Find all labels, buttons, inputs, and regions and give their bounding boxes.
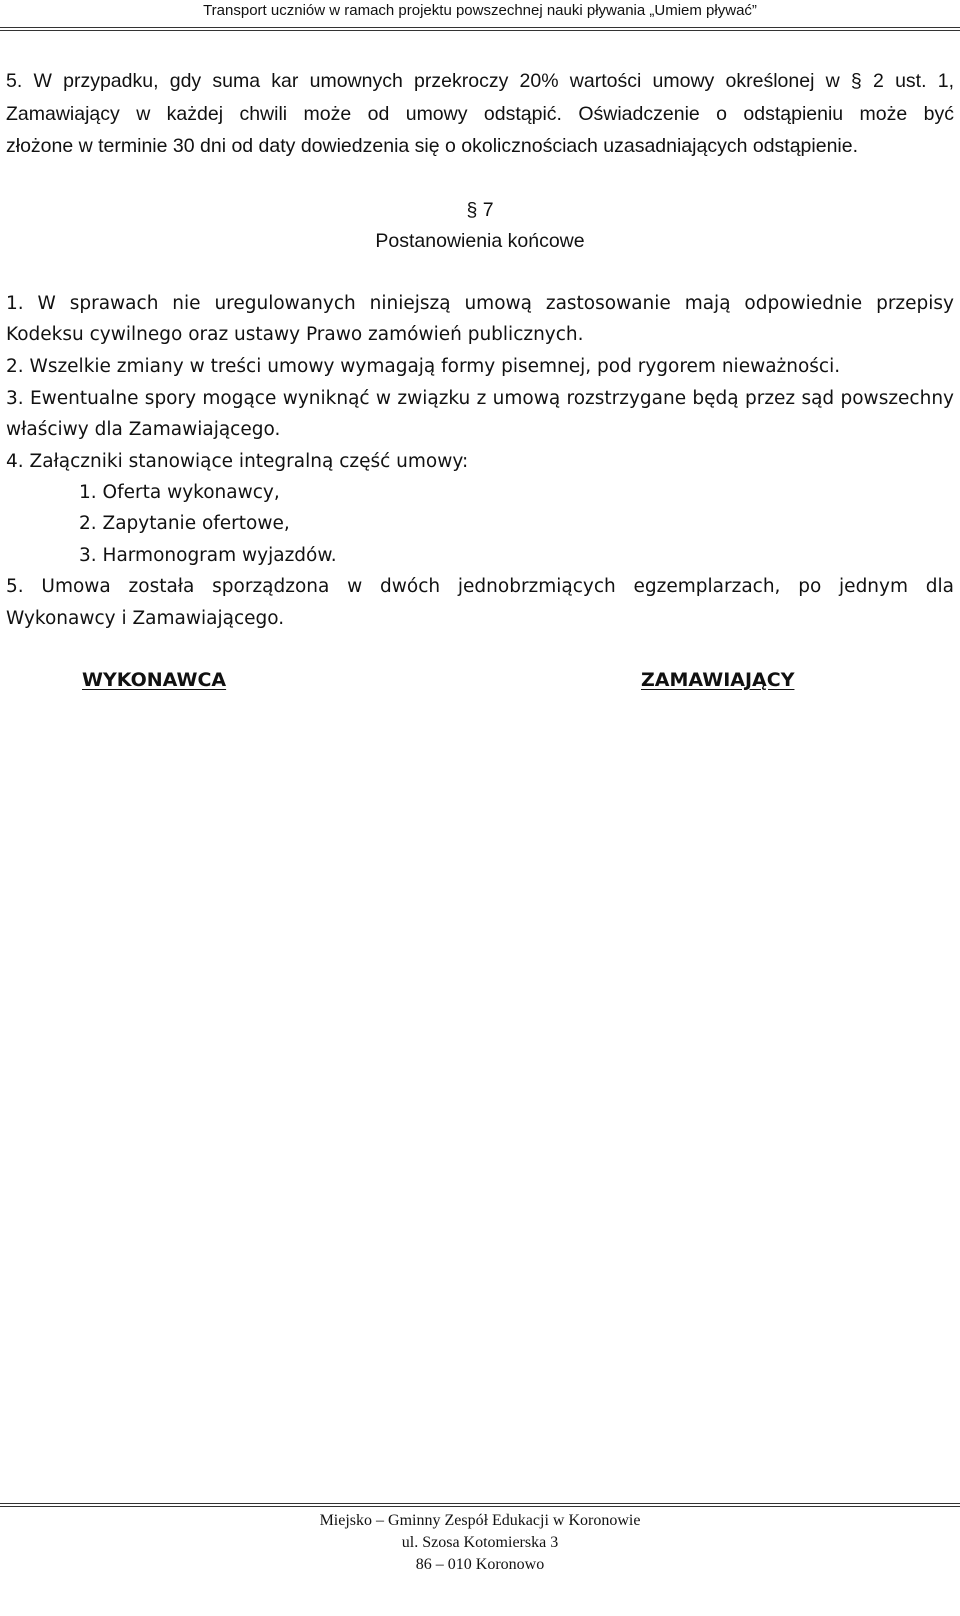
signature-client: ZAMAWIAJĄCY [641,669,795,691]
footer-street: ul. Szosa Kotomierska 3 [401,1534,559,1551]
point-1-line-2: Kodeksu cywilnego oraz ustawy Prawo zamówień publicznych. [6,324,584,345]
point-2: 2. Wszelkie zmiany w treści umowy wymagają formy pisemnej, pod rygorem nieważności. [6,356,841,377]
footer-divider [0,1503,960,1507]
attachment-item: 2. Zapytanie ofertowe, [79,513,290,534]
point-3-line-2: właściwy dla Zamawiającego. [6,419,281,440]
attachment-item: 1. Oferta wykonawcy, [79,482,280,503]
header-divider [0,27,960,31]
paragraph-5-line-3: złożone w terminie 30 dni od daty dowiedzenia się o okolicznościach uzasadniających odstąpienie. [6,135,859,157]
paragraph-5-line-1: 5. W przypadku, gdy suma kar umownych przekroczy 20% wartości umowy określonej w § 2 ust. 1, [6,70,954,92]
point-4: 4. Załączniki stanowiące integralną część umowy: [6,451,469,472]
attachment-item: 3. Harmonogram wyjazdów. [79,545,337,566]
footer-postal-city: 86 – 010 Koronowo [415,1556,545,1573]
point-5-line-1: 5. Umowa została sporządzona w dwóch jednobrzmiących egzemplarzach, po jednym dla [6,576,954,597]
signature-contractor: WYKONAWCA [82,669,227,691]
section-number: § 7 [466,199,494,221]
page-header-title: Transport uczniów w ramach projektu powszechnej nauki pływania „Umiem pływać” [203,2,757,19]
point-5-line-2: Wykonawcy i Zamawiającego. [6,608,285,629]
section-title: Postanowienia końcowe [375,230,585,252]
paragraph-5-line-2: Zamawiający w każdej chwili może od umowy odstąpić. Oświadczenie o odstąpieniu może być [6,103,954,125]
point-3-line-1: 3. Ewentualne spory mogące wyniknąć w związku z umową rozstrzygane będą przez sąd powszechny [6,388,954,409]
footer-organization: Miejsko – Gminny Zespół Edukacji w Koronowie [319,1512,641,1529]
point-1-line-1: 1. W sprawach nie uregulowanych niniejszą umową zastosowanie mają odpowiednie przepisy [6,293,954,314]
